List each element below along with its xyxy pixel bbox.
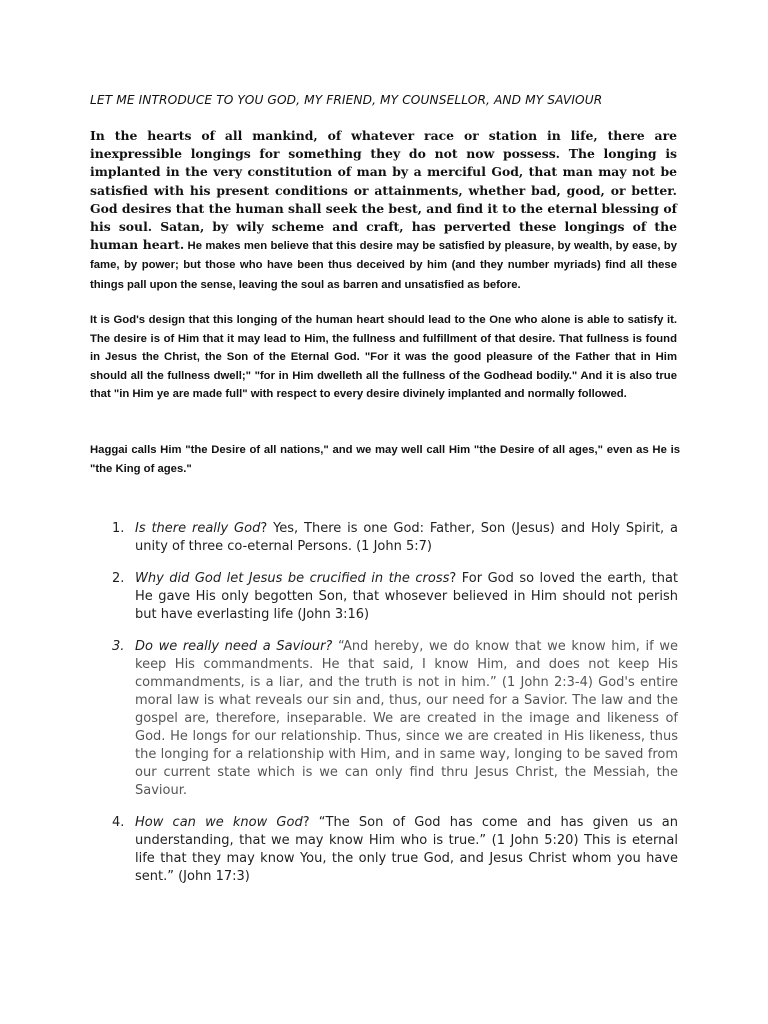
intro-serif-text: In the hearts of all mankind, of whatever race or station in life, there are inexpressible longings for something they do not now possess. The longing is implanted in the very constitution of man by a merciful God, that man may not be satisfied with his present conditions or attainments, whether bad, good, or better. God desires that the human shall seek the best, and find it to the eternal blessing of his soul. Satan, by wily scheme and craft, has perverted these longings of the human heart. xyxy=(90,128,677,253)
list-item xyxy=(100,570,678,624)
question-text: Is there really God xyxy=(135,521,261,536)
answer-text: ? For God so loved the earth, that He gave His only begotten Son, that whosever believed in Him should not perish but have everlasting life (John 3:16) xyxy=(135,571,679,622)
list-number: 1. xyxy=(112,521,125,536)
answer-text: “And hereby, we do know that we know him, if we keep His commandments. He that said, I know Him, and does not keep His commandments, is a liar, and the truth is not in him.” (1 John 2:3-4) God's entire moral law is what reveals our sin and, thus, our need for a Savior. The law and the gospel are, therefore, inseparable. We are created in the image and likeness of God. He longs for our relationship. Thus, since we are created in His likeness, thus the longing for a relationship with Him, and in same way, longing to be saved from our current state which is we can only find thru Jesus Christ, the Messiah, the Saviour. xyxy=(135,639,678,798)
question-list xyxy=(100,520,678,900)
list-item xyxy=(100,814,678,886)
intro-sans-text: He makes men believe that this desire may be satisfied by pleasure, by wealth, by ease, by fame, by power; but those who have been thus deceived by him (and they number myriads) find all these things pall upon the sense, leaving the soul as barren and unsatisfied as before. xyxy=(90,240,677,291)
answer-text: ? Yes, There is one God: Father, Son (Jesus) and Holy Spirit, a unity of three co-eternal Persons. (1 John 5:7) xyxy=(135,521,678,554)
list-number: 3. xyxy=(112,639,125,654)
list-item xyxy=(100,520,678,556)
question-text: Why did God let Jesus be crucified in the cross xyxy=(135,571,450,586)
question-text: How can we know God xyxy=(135,815,303,830)
list-item xyxy=(100,638,678,800)
document-title: LET ME INTRODUCE TO YOU GOD, MY FRIEND, MY COUNSELLOR, AND MY SAVIOUR xyxy=(90,93,603,107)
intro-paragraph xyxy=(90,127,677,294)
list-number: 2. xyxy=(112,571,125,586)
haggai-paragraph: Haggai calls Him "the Desire of all nations," and we may well call Him "the Desire of all ages," even as He is "the King of ages." xyxy=(90,444,680,475)
question-text: Do we really need a Saviour? xyxy=(135,639,333,654)
list-number: 4. xyxy=(112,815,125,830)
answer-text: ? “The Son of God has come and has given us an understanding, that we may know Him who is true.” (1 John 5:20) This is eternal life that they may know You, the only true God, and Jesus Christ whom you have sent.” (John 17:3) xyxy=(135,815,678,884)
gods-design-paragraph: It is God's design that this longing of the human heart should lead to the One who alone is able to satisfy it. The desire is of Him that it may lead to Him, the fullness and fulfillment of that desire. That fullness is found in Jesus the Christ, the Son of the Eternal God. "For it was the good pleasure of the Father that in Him should all the fullness dwell;" "for in Him dwelleth all the fullness of the Godhead bodily." And it is also true that "in Him ye are made full" with respect to every desire divinely implanted and normally followed. xyxy=(90,314,677,401)
